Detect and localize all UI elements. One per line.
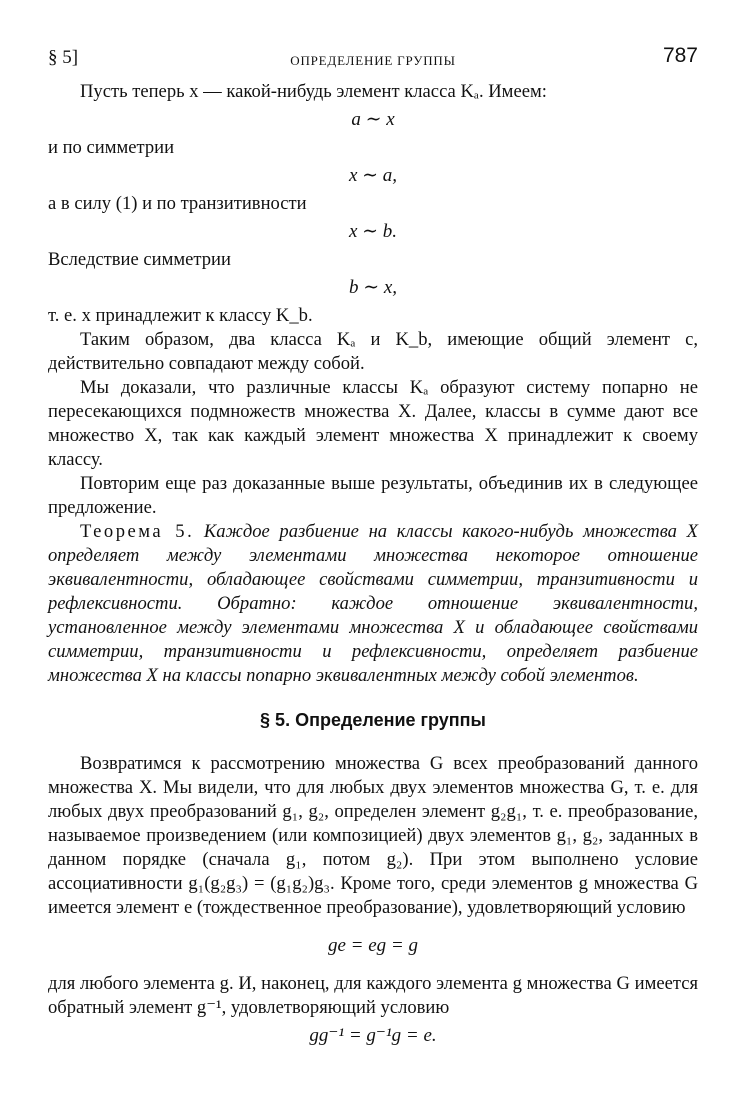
paragraph-9: Возвратимся к рассмотрению множества G всех преобразований данного множества X. Мы видели, что для любых двух элементов множества G, т. е. для любых двух преобразований g₁, g₂, определен элемент g₂g₁, т. е. преобразование, называемое произведением (или композицией) двух элементов g₁, g₂, заданных в данном порядке (сначала g₁, потом g₂). При этом выполнено условие ассоциативности g₁(g₂g₃) = (g₁g₂)g₃. Кроме того, среди элементов g множества G имеется элемент e (тождественное преобразование), удовлетворяющий условию: [48, 753, 698, 918]
running-head: [48, 40, 698, 76]
theorem-label: Теорема 5.: [80, 521, 195, 542]
formula-6: gg⁻¹ = g⁻¹g = e.: [309, 1025, 437, 1046]
section-heading: § 5. Определение группы: [260, 710, 486, 730]
book-page: [48, 40, 698, 1080]
theorem-5: [48, 520, 698, 688]
paragraph-2: и по симметрии: [48, 137, 175, 158]
formula-1: a ∼ x: [351, 109, 395, 130]
theorem-text: Каждое разбиение на классы какого-нибудь множества X определяет между элементами множества некоторое отношение эквивалентности, обладающее свойствами симметрии, транзитивности и рефлексивности. Обратно: каждое отношение эквивалентности, установленное между элементами множества X и обладающее свойствами симметрии, транзитивности и рефлексивности, определяет разбиение множества X на классы попарно эквивалентных между собой элементов.: [48, 521, 698, 686]
paragraph-1: Пусть теперь x — какой-нибудь элемент класса Kₐ. Имеем:: [80, 81, 547, 102]
paragraph-7: Мы доказали, что различные классы Kₐ образуют систему попарно не пересекающихся подмножеств множества X. Далее, классы в сумме дают все множество X, так как каждый элемент множества X принадлежит к своему классу.: [48, 377, 698, 470]
paragraph-3: а в силу (1) и по транзитивности: [48, 193, 307, 214]
running-head-section: § 5]: [48, 47, 79, 68]
formula-4: b ∼ x,: [348, 277, 398, 298]
paragraph-8: Повторим еще раз доказанные выше результаты, объединив их в следующее предложение.: [48, 473, 698, 518]
paragraph-6: Таким образом, два класса Kₐ и K_b, имеющие общий элемент c, действительно совпадают между собой.: [48, 329, 698, 374]
paragraph-5: т. е. x принадлежит к классу K_b.: [48, 305, 313, 326]
running-head-title: ОПРЕДЕЛЕНИЕ ГРУППЫ: [290, 53, 456, 68]
page-number: 787: [662, 44, 698, 67]
formula-3: x ∼ b.: [348, 221, 398, 242]
formula-2: x ∼ a,: [348, 165, 398, 186]
paragraph-10: для любого элемента g. И, наконец, для каждого элемента g множества G имеется обратный элемент g⁻¹, удовлетворяющий условию: [48, 973, 698, 1018]
formula-5: ge = eg = g: [327, 935, 418, 956]
paragraph-4: Вследствие симметрии: [48, 249, 231, 270]
